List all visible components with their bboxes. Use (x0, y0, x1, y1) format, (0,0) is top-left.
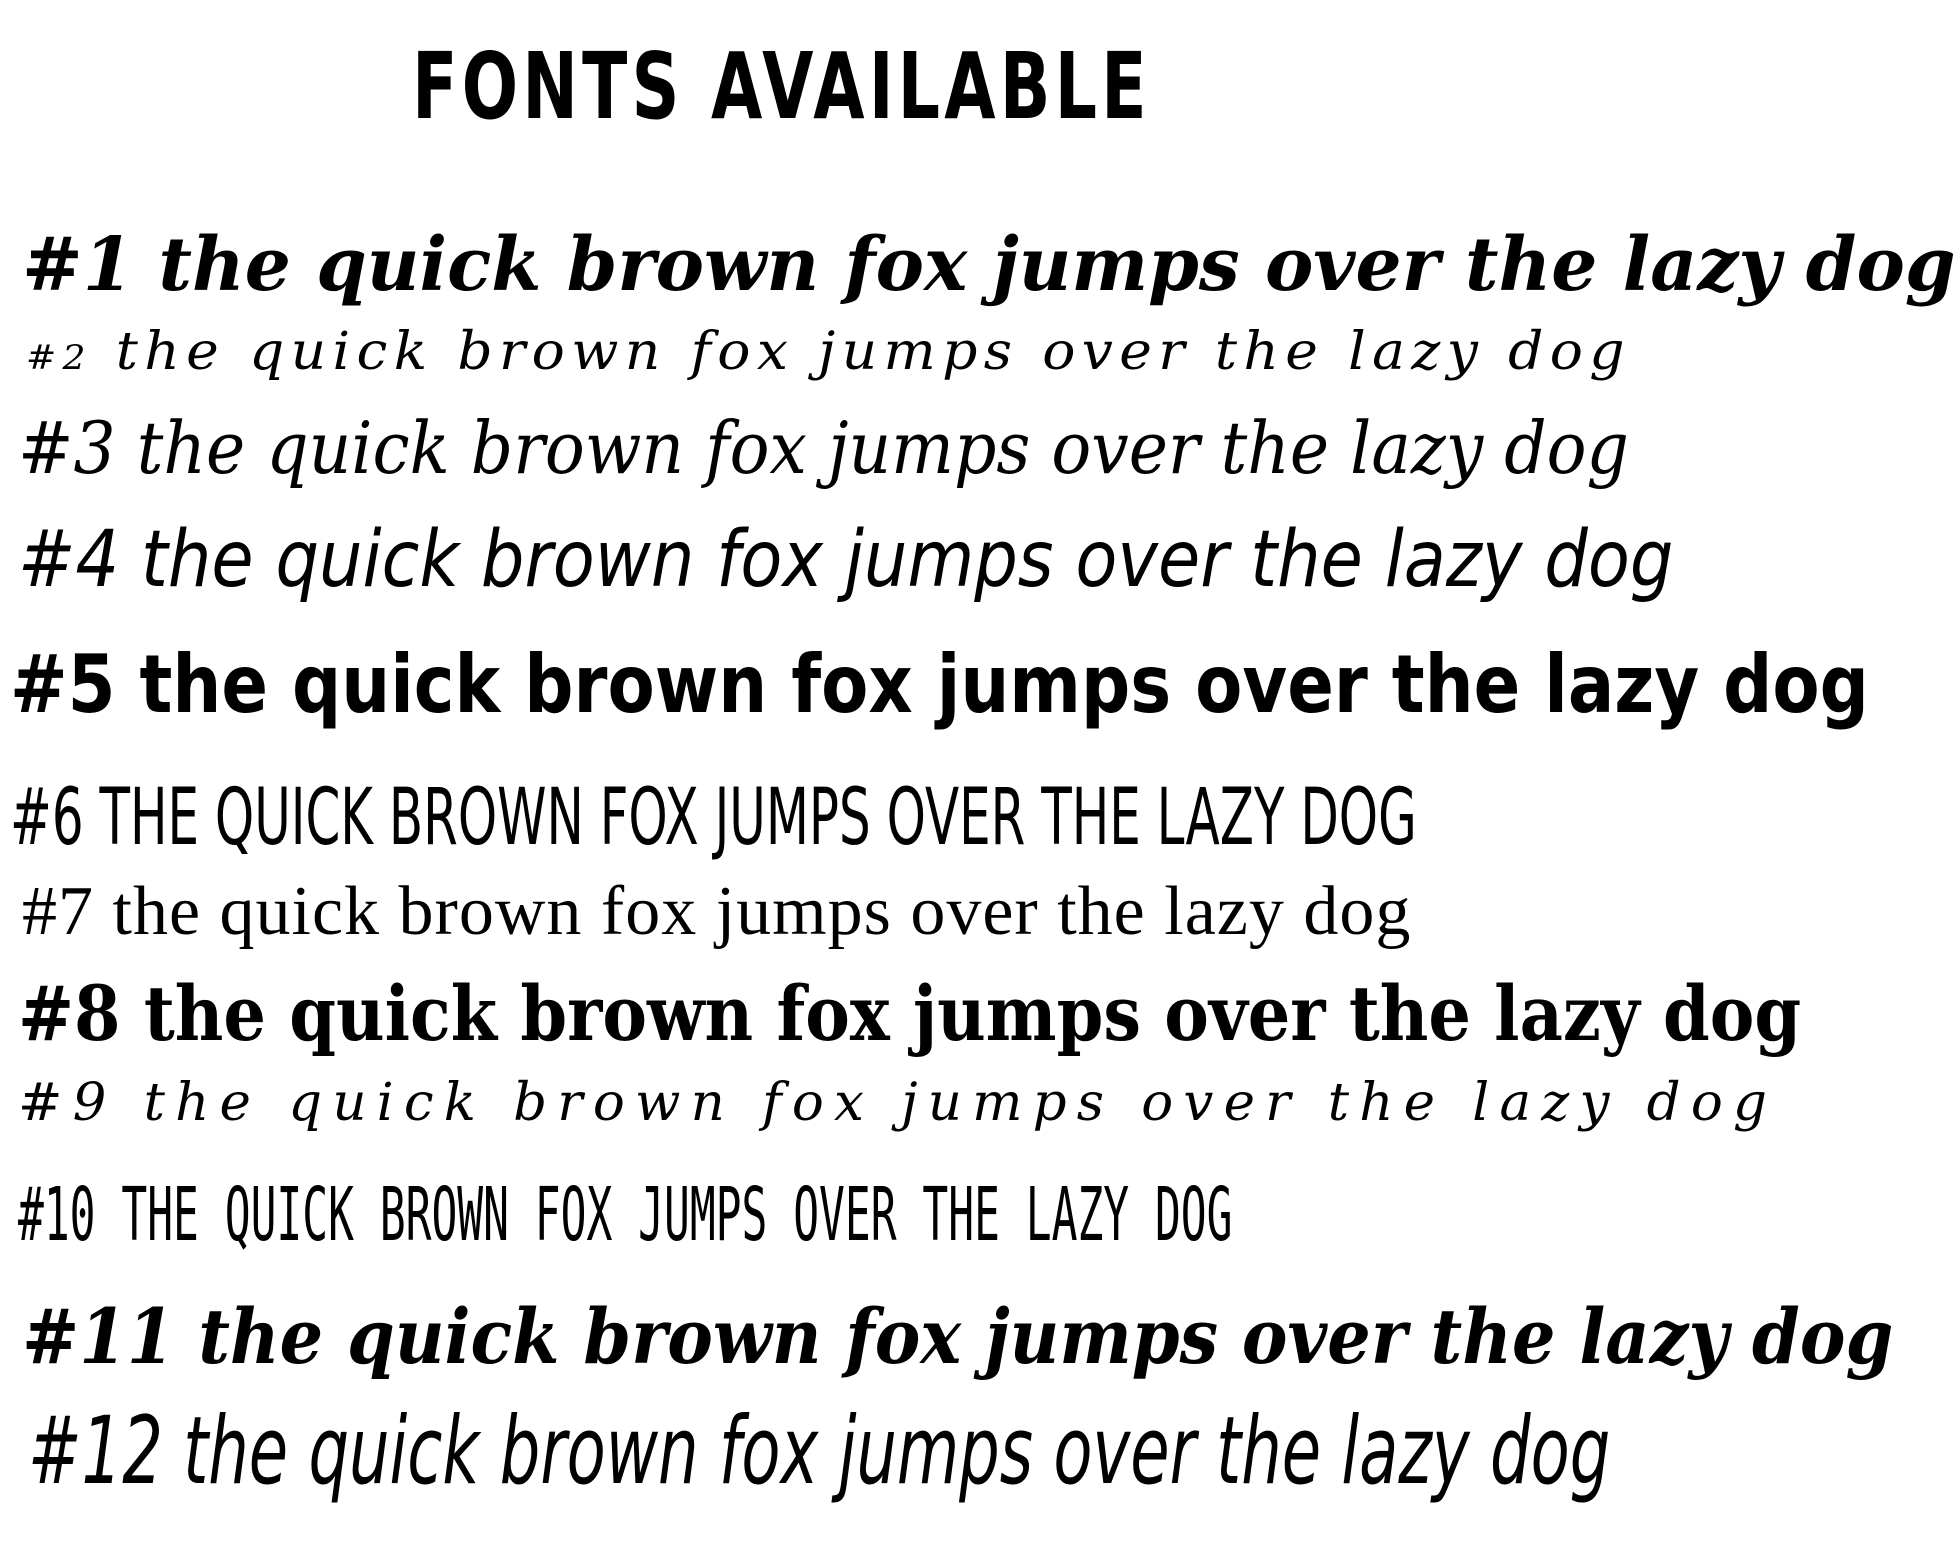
font-sample-number: #6 (10, 773, 84, 863)
font-sample-3 (18, 398, 1629, 498)
font-sample-text: the quick brown fox jumps over the lazy dog (136, 406, 1629, 490)
font-sample-6 (10, 768, 1417, 868)
font-sample-number: #12 (28, 1397, 163, 1506)
font-sample-12 (28, 1392, 1611, 1512)
font-sample-number: #2 (26, 338, 92, 378)
font-sample-text: the quick brown fox jumps over the lazy dog (141, 515, 1674, 605)
font-sample-5 (10, 630, 1869, 740)
font-sample-number: #8 (18, 969, 121, 1058)
font-sample-4 (18, 510, 1674, 610)
font-sample-text: the quick brown fox jumps over the lazy dog (143, 969, 1802, 1058)
font-sample-number: #1 (22, 222, 134, 308)
font-sample-number: #10 (18, 1172, 96, 1258)
font-sample-number: #5 (10, 638, 116, 731)
font-sample-number: #9 (18, 1073, 117, 1133)
font-sample-1 (22, 205, 1956, 325)
font-sample-9 (18, 1058, 1778, 1148)
font-sample-text: the quick brown fox jumps over the lazy dog (183, 1397, 1611, 1506)
font-sample-text: the quick brown fox jumps over the lazy dog (139, 638, 1869, 731)
font-sample-10 (18, 1160, 1233, 1270)
font-sample-text: THE QUICK BROWN FOX JUMPS OVER THE LAZY DOG (121, 1172, 1233, 1258)
font-sample-number: #7 (22, 873, 94, 950)
font-sample-text: THE QUICK BROWN FOX JUMPS OVER THE LAZY DOG (99, 773, 1417, 863)
page-title: FONTS AVAILABLE (412, 33, 1151, 140)
font-sample-text: the quick brown fox jumps over the lazy dog (158, 222, 1956, 308)
font-sample-text: the quick brown fox jumps over the lazy dog (115, 322, 1631, 382)
font-sample-text: the quick brown fox jumps over the lazy dog (112, 873, 1412, 950)
font-sample-2 (26, 312, 1683, 398)
font-sample-number: #3 (18, 406, 116, 490)
font-sample-11 (22, 1282, 1894, 1392)
font-sample-8 (18, 962, 1802, 1066)
font-sample-7 (22, 864, 1585, 960)
font-sample-number: #11 (22, 1292, 175, 1381)
font-sample-text: the quick brown fox jumps over the lazy dog (198, 1292, 1894, 1381)
font-sample-text: the quick brown fox jumps over the lazy dog (143, 1073, 1778, 1133)
font-sample-number: #4 (18, 515, 120, 605)
